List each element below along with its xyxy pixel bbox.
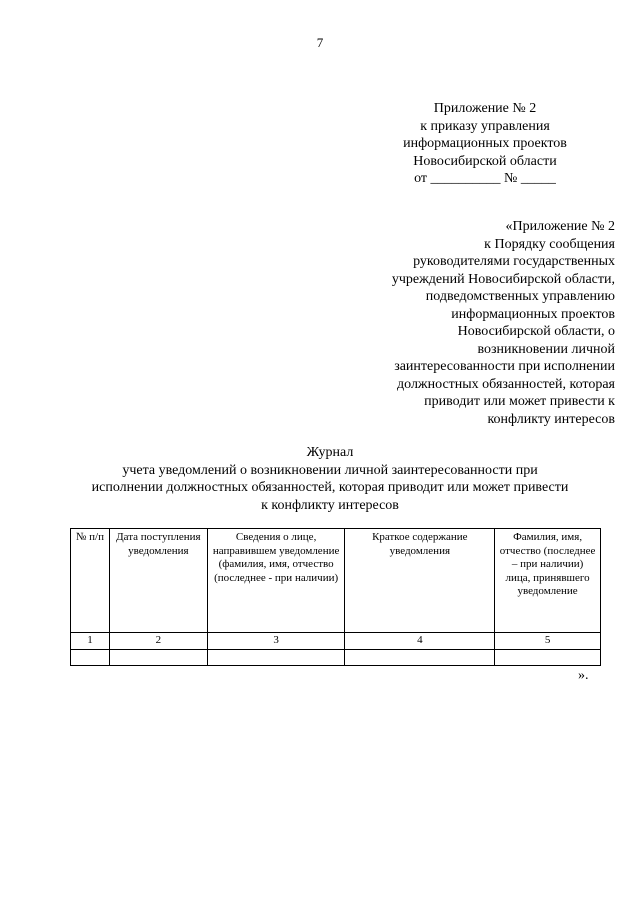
table-cell bbox=[207, 649, 345, 665]
quoted-appendix-line: Новосибирской области, о bbox=[457, 324, 615, 339]
quoted-appendix-line: конфликту интересов bbox=[487, 411, 615, 427]
table-header-row bbox=[71, 529, 601, 633]
header-cell-recipient: Фамилия, имя, отчество (последнее – при наличии) лица, принявшего уведомление bbox=[495, 529, 601, 633]
closing-quote-mark: ». bbox=[578, 668, 589, 683]
quoted-appendix-line: подведомственных управлению bbox=[425, 289, 615, 304]
table-cell bbox=[71, 649, 110, 665]
appendix-header-line: информационных проектов bbox=[403, 136, 567, 151]
table-cell bbox=[109, 649, 207, 665]
column-number-row bbox=[71, 633, 601, 650]
appendix-header bbox=[380, 100, 590, 188]
quoted-appendix-line: заинтересованности при исполнении bbox=[394, 359, 615, 374]
appendix-header-line: к приказу управления bbox=[420, 118, 550, 134]
table-cell bbox=[345, 649, 495, 665]
quoted-appendix bbox=[355, 218, 615, 428]
quoted-appendix-line: руководителями государственных bbox=[413, 254, 615, 269]
table-cell bbox=[495, 649, 601, 665]
journal-table bbox=[70, 528, 601, 666]
header-cell-number: № п/п bbox=[71, 529, 110, 633]
column-number-cell: 2 bbox=[109, 633, 207, 650]
column-number-cell: 4 bbox=[345, 633, 495, 650]
header-cell-summary: Краткое содержание уведомления bbox=[345, 529, 495, 633]
page-number: 7 bbox=[316, 35, 324, 50]
quoted-appendix-line: учреждений Новосибирской области, bbox=[391, 271, 615, 287]
quoted-appendix-line: «Приложение № 2 bbox=[505, 219, 615, 234]
quoted-appendix-line: информационных проектов bbox=[451, 306, 615, 322]
journal-title bbox=[40, 444, 620, 514]
journal-title-line: учета уведомлений о возникновении личной заинтересованности при bbox=[122, 462, 538, 478]
journal-title-line: Журнал bbox=[306, 445, 354, 460]
appendix-header-line: Новосибирской области bbox=[413, 153, 557, 169]
column-number-cell: 1 bbox=[71, 633, 110, 650]
header-cell-date: Дата поступления уведомления bbox=[109, 529, 207, 633]
quoted-appendix-line: должностных обязанностей, которая bbox=[397, 376, 615, 392]
header-cell-sender: Сведения о лице, направившем уведомление (фамилия, имя, отчество (последнее - при наличии) bbox=[207, 529, 345, 633]
quoted-appendix-line: возникновении личной bbox=[477, 341, 615, 357]
column-number-cell: 5 bbox=[495, 633, 601, 650]
table-row bbox=[71, 649, 601, 665]
column-number-cell: 3 bbox=[207, 633, 345, 650]
journal-title-line: к конфликту интересов bbox=[261, 497, 399, 513]
quoted-appendix-line: к Порядку сообщения bbox=[484, 236, 615, 252]
appendix-header-line: Приложение № 2 bbox=[433, 101, 537, 116]
quoted-appendix-line: приводит или может привести к bbox=[424, 394, 615, 409]
appendix-header-line: от __________ № _____ bbox=[414, 171, 556, 186]
journal-title-line: исполнении должностных обязанностей, которая приводит или может привести bbox=[91, 480, 569, 495]
